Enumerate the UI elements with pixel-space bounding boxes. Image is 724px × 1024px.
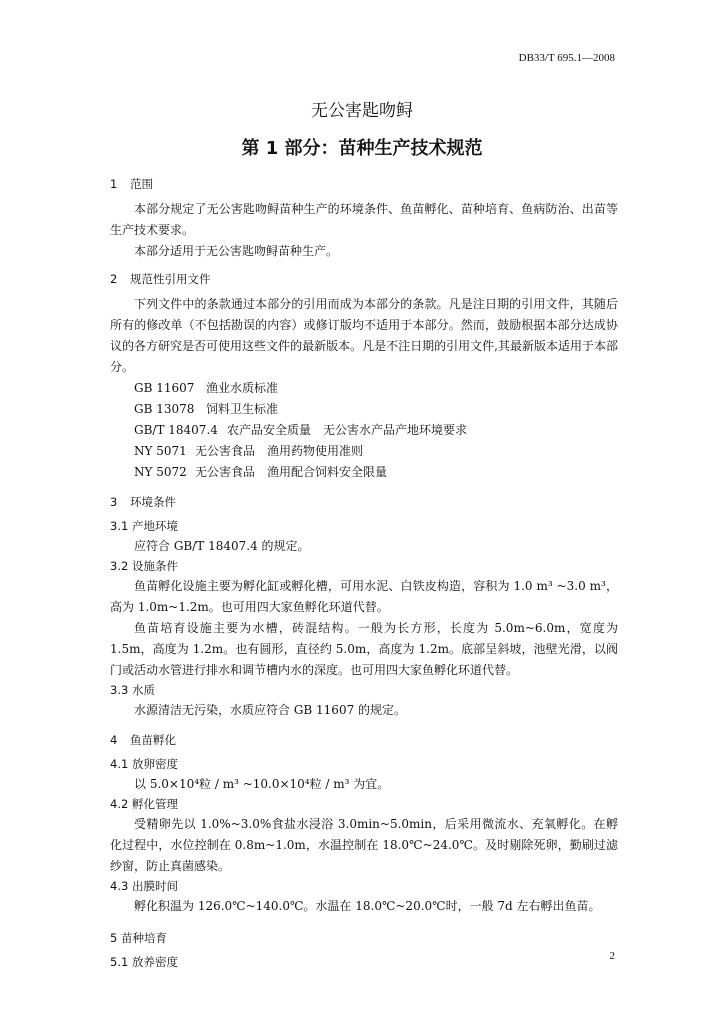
section-title: 鱼苗孵化 — [130, 733, 176, 747]
section-number: 4 — [110, 733, 118, 747]
paragraph: 孵化积温为 126.0℃~140.0℃。水温在 18.0℃~20.0℃时，一般 7d 左右孵出鱼苗。 — [134, 899, 601, 913]
reference-code: GB 11607 — [134, 381, 195, 395]
paragraph: 水源清洁无污染，水质应符合 GB 11607 的规定。 — [134, 703, 407, 717]
paragraph: 本部分适用于无公害匙吻鲟苗种生产。 — [134, 244, 339, 258]
reference-name: 无公害食品 渔用配合饲料安全限量 — [195, 465, 388, 479]
section-2-heading — [110, 268, 618, 290]
subsection-5-1-heading: 5.1 放养密度 — [110, 955, 178, 969]
paragraph: 以 5.0×10⁴粒 / m³ ~10.0×10⁴粒 / m³ 为宜。 — [134, 777, 390, 791]
section-1-heading — [110, 173, 618, 195]
reference-item — [110, 420, 618, 441]
paragraph: 应符合 GB/T 18407.4 的规定。 — [134, 539, 310, 553]
subsection-3-2-heading: 3.2 设施条件 — [110, 559, 178, 573]
paragraph: 本部分规定了无公害匙吻鲟苗种生产的环境条件、鱼苗孵化、苗种培育、鱼病防治、出苗等生产技术要求。 — [110, 202, 618, 237]
paragraph: 受精卵先以 1.0%~3.0%食盐水浸浴 3.0min~5.0min，后采用微流水、充氧孵化。在孵化过程中，水位控制在 0.8m~1.0m，水温控制在 18.0℃~24.0℃。及时剔除死卵，勤刷过滤纱窗，防止真菌感染。 — [110, 817, 618, 873]
subsection-4-3-heading: 4.3 出膜时间 — [110, 879, 178, 893]
reference-item — [110, 378, 618, 399]
reference-name: 无公害食品 渔用药物使用准则 — [195, 444, 364, 458]
reference-name: 饲料卫生标准 — [206, 402, 279, 416]
section-5-heading: 5 苗种培育 — [110, 931, 167, 945]
section-number: 1 — [110, 177, 118, 191]
reference-item — [110, 399, 618, 420]
section-title: 环境条件 — [130, 495, 176, 509]
reference-code: NY 5071 — [134, 444, 187, 458]
section-title: 规范性引用文件 — [130, 272, 211, 286]
document-body — [110, 173, 618, 972]
reference-item — [110, 462, 618, 483]
page-number: 2 — [609, 950, 615, 962]
document-title: 无公害匙吻鲟 — [311, 101, 413, 121]
paragraph: 鱼苗培育设施主要为水槽，砖混结构。一般为长方形，长度为 5.0m~6.0m，宽度为 1.5m，高度为 1.2m。也有圆形，直径约 5.0m，高度为 1.2m。底部呈斜坡，池壁光滑，以阀门或活动水管进行排水和调节槽内水的深度。也可用四大家鱼孵化环道代替。 — [110, 621, 618, 677]
subsection-4-2-heading: 4.2 孵化管理 — [110, 797, 178, 811]
section-3-heading — [110, 491, 618, 513]
paragraph: 鱼苗孵化设施主要为孵化缸或孵化槽，可用水泥、白铁皮构造，容积为 1.0 m³ ~3.0 m³，高为 1.0m~1.2m。也可用四大家鱼孵化环道代替。 — [110, 579, 618, 614]
section-number: 3 — [110, 495, 118, 509]
subsection-3-1-heading: 3.1 产地环境 — [110, 519, 178, 533]
reference-item — [110, 441, 618, 462]
subsection-3-3-heading: 3.3 水质 — [110, 683, 155, 697]
paragraph: 下列文件中的条款通过本部分的引用而成为本部分的条款。凡是注日期的引用文件，其随后所有的修改单（不包括勘误的内容）或修订版均不适用于本部分。然而，鼓励根据本部分达成协议的各方研究是否可使用这些文件的最新版本。凡是不注日期的引用文件,其最新版本适用于本部分。 — [110, 297, 618, 374]
section-title: 范围 — [130, 177, 153, 191]
reference-name: 渔业水质标准 — [206, 381, 279, 395]
section-number: 2 — [110, 272, 118, 286]
reference-code: GB/T 18407.4 — [134, 423, 218, 437]
reference-name: 农产品安全质量 无公害水产品产地环境要求 — [227, 423, 468, 437]
section-4-heading — [110, 729, 618, 751]
subsection-4-1-heading: 4.1 放卵密度 — [110, 757, 178, 771]
document-subtitle: 第 1 部分：苗种生产技术规范 — [241, 138, 483, 159]
standard-code: DB33/T 695.1—2008 — [518, 52, 615, 64]
reference-code: GB 13078 — [134, 402, 195, 416]
reference-code: NY 5072 — [134, 465, 187, 479]
